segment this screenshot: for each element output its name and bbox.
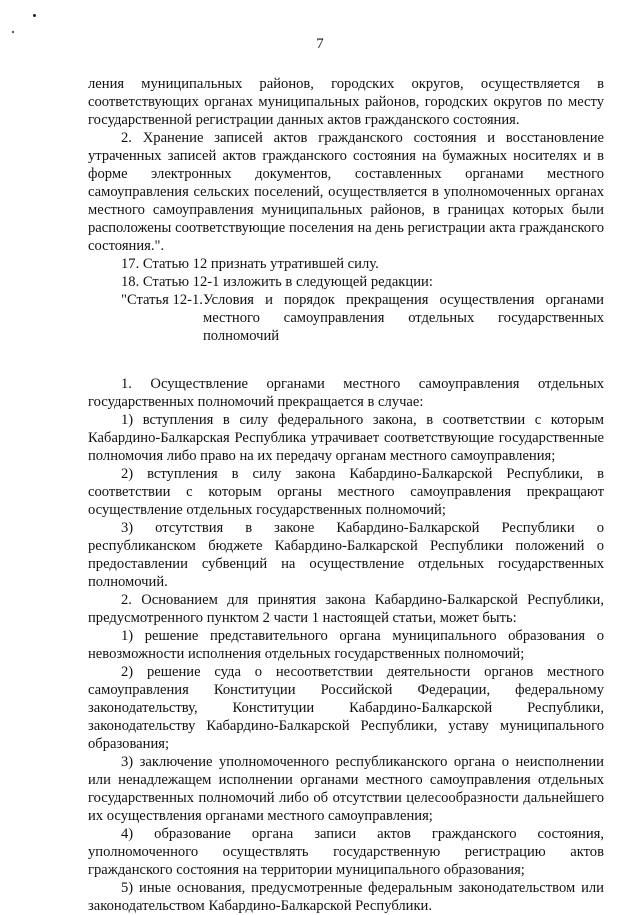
- scan-artifact-dot: [12, 31, 14, 33]
- paragraph-clause: 3) заключение уполномоченного республиканского органа о неисполнении или ненадлежащем исполнении органами местного самоуправления отдельных государственных полномочий либо об отсутствии целесообразности дальнейшего их осуществления органами местного самоуправления;: [88, 754, 604, 824]
- paragraph-part-2: 2. Основанием для принятия закона Кабардино-Балкарской Республики, предусмотренного пунктом 2 части 1 настоящей статьи, может быть:: [88, 592, 604, 626]
- paragraph-part-1: 1. Осуществление органами местного самоуправления отдельных государственных полномочий прекращается в случае:: [88, 376, 604, 410]
- paragraph-item-2: 2. Хранение записей актов гражданского состояния и восстановление утраченных записей актов гражданского состояния на бумажных носителях и в форме электронных документов, составленных органами местного самоуправления сельских поселений, осуществляется в уполномоченных органах местного самоуправления муниципальных районов, в границах которых были расположены соответствующие поселения на день регистрации акта гражданского состояния.".: [88, 130, 604, 254]
- paragraph-clause: 2) вступления в силу закона Кабардино-Балкарской Республики, в соответствии с которым органы местного самоуправления прекращают осуществление отдельных государственных полномочий;: [88, 466, 604, 518]
- document-body: [88, 75, 604, 915]
- article-number: "Статья 12-1.: [121, 292, 203, 308]
- spacer: [88, 345, 604, 375]
- paragraph-clause: 3) отсутствия в законе Кабардино-Балкарской Республики о республиканском бюджете Кабардино-Балкарской Республики положений о предоставлении субвенций на осуществление отдельных государственных полномочий.: [88, 520, 604, 590]
- paragraph-clause: 4) образование органа записи актов гражданского состояния, уполномоченного осуществлять государственную регистрацию актов гражданского состояния на территории муниципального образования;: [88, 826, 604, 878]
- paragraph-clause: 2) решение суда о несоответствии деятельности органов местного самоуправления Конституции Российской Федерации, федеральному законодательству, Конституции Кабардино-Балкарской Республики, законодательству Кабардино-Балкарской Республики, уставу муниципального образования;: [88, 664, 604, 752]
- paragraph-clause: 1) решение представительного органа муниципального образования о невозможности исполнения отдельных государственных полномочий;: [88, 628, 604, 662]
- paragraph-clause: 5) иные основания, предусмотренные федеральным законодательством или законодательством Кабардино-Балкарской Республики.: [88, 880, 604, 914]
- paragraph-item-17: 17. Статью 12 признать утратившей силу.: [121, 256, 379, 272]
- scan-artifact-dot: [33, 14, 36, 17]
- paragraph-clause: 1) вступления в силу федерального закона, в соответствии с которым Кабардино-Балкарская Республика утрачивает соответствующие государственные полномочия либо право на их передачу органам местного самоуправления;: [88, 412, 604, 464]
- article-title: Условия и порядок прекращения осуществления органами местного самоуправления отдельных государственных полномочий: [202, 292, 604, 344]
- paragraph-item-18: 18. Статью 12-1 изложить в следующей редакции:: [121, 274, 433, 290]
- article-heading: [88, 291, 604, 345]
- paragraph-continuation: ления муниципальных районов, городских округов, осуществляется в соответствующих органах муниципальных районов, городских округов по месту государственной регистрации данных актов гражданского состояния.: [88, 76, 604, 128]
- page-number: 7: [316, 36, 324, 52]
